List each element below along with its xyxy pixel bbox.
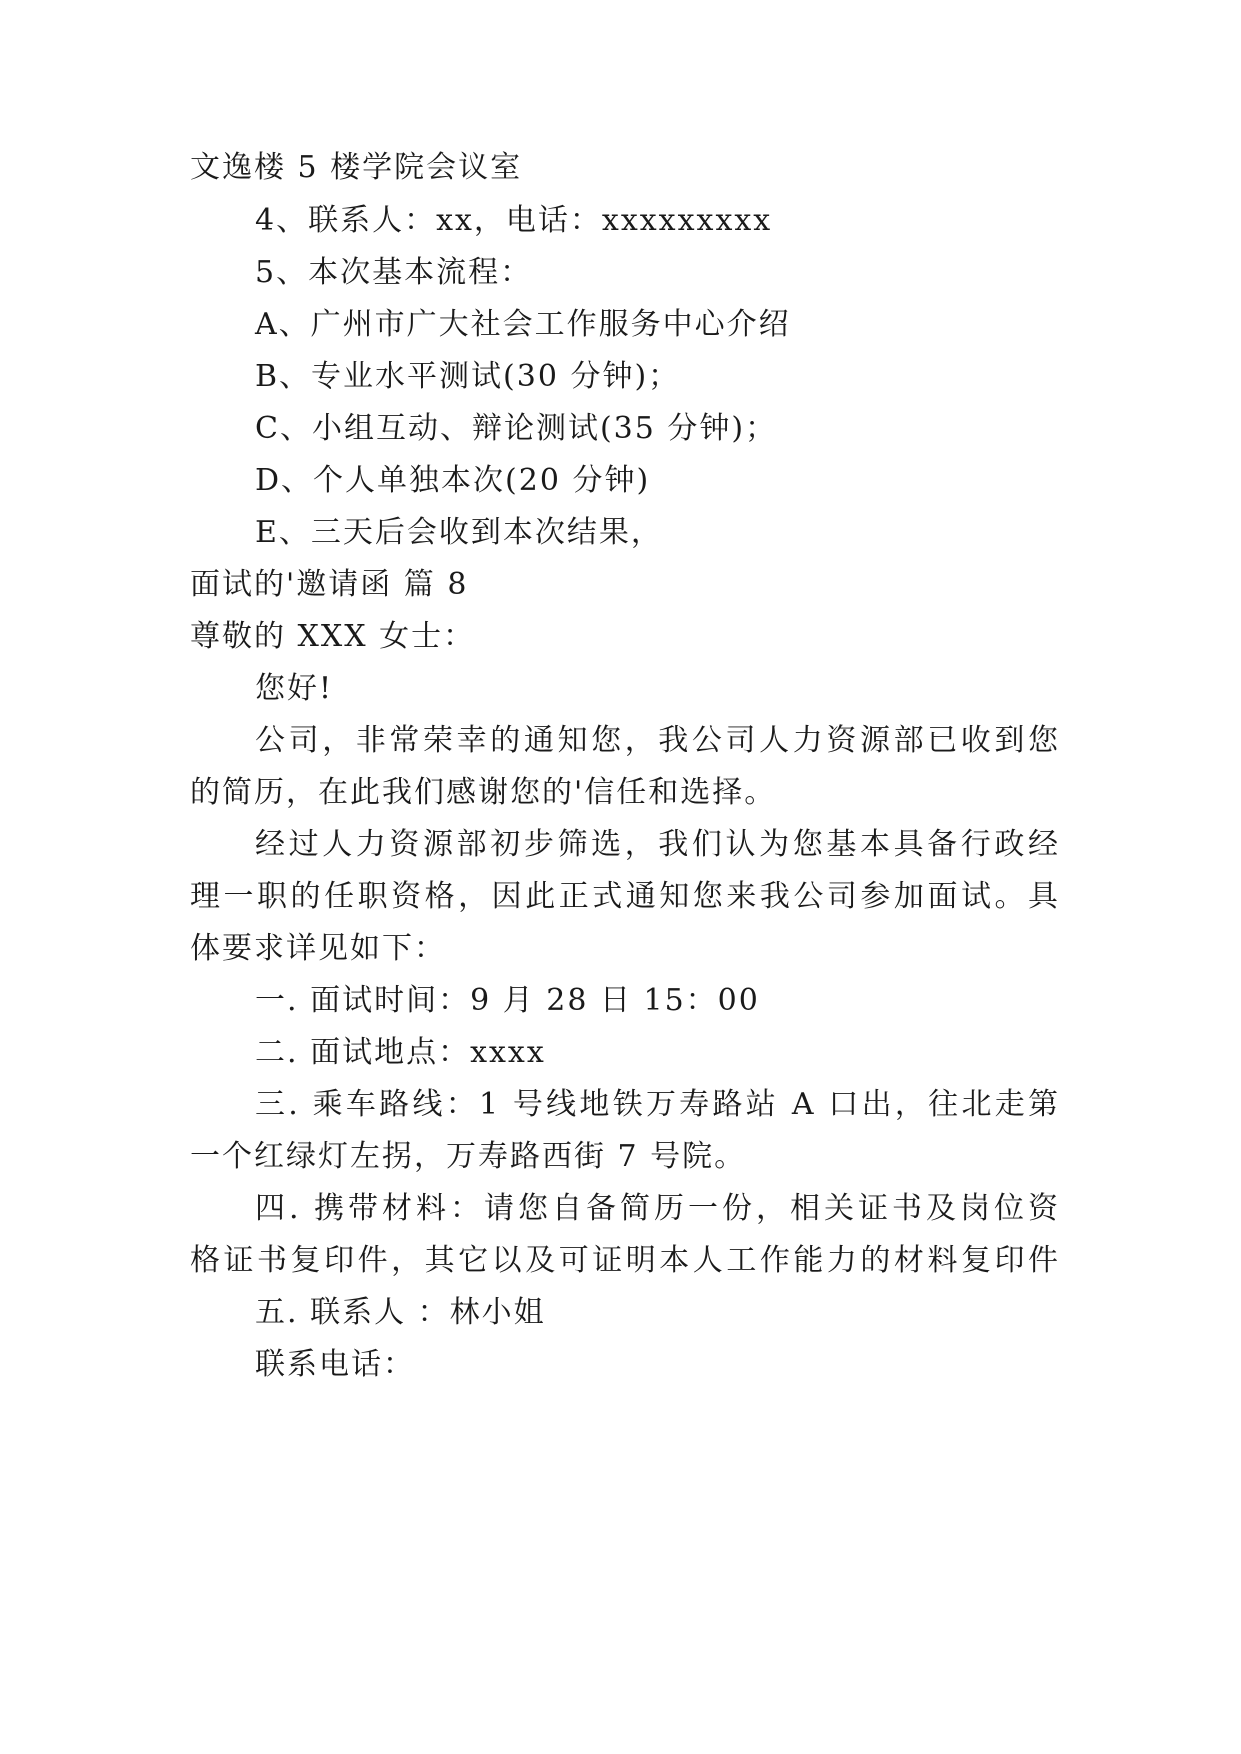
text-line: E、三天后会收到本次结果， bbox=[255, 515, 663, 550]
text-line: A、广州市广大社会工作服务中心介绍 bbox=[255, 307, 791, 342]
section-heading: 面试的'邀请函 篇 8 bbox=[190, 567, 469, 602]
text-line: 经过人力资源部初步筛选，我们认为您基本具备行政经 bbox=[255, 827, 1060, 862]
text-line: C、小组互动、辩论测试(35 分钟)； bbox=[255, 411, 778, 446]
text-line: 公司，非常荣幸的通知您，我公司人力资源部已收到您 bbox=[255, 723, 1060, 758]
text-line: 4、联系人：xx，电话：xxxxxxxxx bbox=[255, 203, 773, 238]
text-line: 格证书复印件，其它以及可证明本人工作能力的材料复印件 bbox=[190, 1243, 1060, 1278]
text-line: 的简历，在此我们感谢您的'信任和选择。 bbox=[190, 775, 777, 810]
text-line: 联系电话： bbox=[255, 1347, 415, 1382]
text-line: 文逸楼 5 楼学院会议室 bbox=[190, 150, 523, 185]
text-line: 三. 乘车路线：1 号线地铁万寿路站 A 口出，往北走第 bbox=[255, 1087, 1060, 1122]
text-line: 四. 携带材料：请您自备简历一份，相关证书及岗位资 bbox=[255, 1191, 1060, 1226]
text-line: 5、本次基本流程： bbox=[255, 255, 533, 290]
text-line: 理一职的任职资格，因此正式通知您来我公司参加面试。具 bbox=[190, 879, 1060, 914]
text-line: 五. 联系人 ：林小姐 bbox=[255, 1295, 546, 1330]
salutation: 尊敬的 XXX 女士： bbox=[190, 619, 476, 654]
text-line: D、个人单独本次(20 分钟) bbox=[255, 463, 651, 498]
text-line: 体要求详见如下： bbox=[190, 931, 446, 966]
text-line: 二. 面试地点：xxxx bbox=[255, 1035, 546, 1070]
greeting: 您好! bbox=[255, 671, 334, 706]
text-line: B、专业水平测试(30 分钟)； bbox=[255, 359, 681, 394]
text-line: 一. 面试时间：9 月 28 日 15：00 bbox=[255, 983, 760, 1018]
text-line: 一个红绿灯左拐，万寿路西街 7 号院。 bbox=[190, 1139, 747, 1174]
